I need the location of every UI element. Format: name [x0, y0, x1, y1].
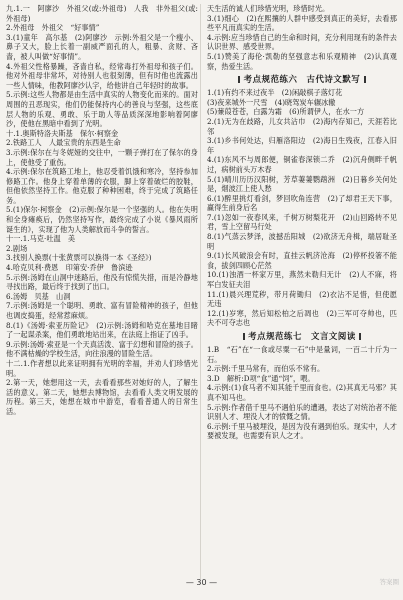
answer-line: 2.(1)无为在歧路，儿女共沾巾 (2)海内存知己，天涯若比邻 [207, 116, 397, 136]
column-divider [200, 4, 201, 579]
answer-line: 6.(1)醉里挑灯看剑，梦回吹角连营 (2)了却君王天下事，赢得生前身后名 [207, 193, 397, 213]
answer-line: 7.示例:汤姆是一个聪明、勇敢、富有冒险精神的孩子，但他也调皮捣蛋，经常惹麻烦。 [6, 301, 198, 320]
answer-line: 2.剧场 [6, 243, 28, 253]
answer-line: (3)夜来城外一尺雪 (4)晓驾炭车辗冰辙 [207, 97, 336, 107]
section-title-7 [207, 330, 397, 343]
answer-line: 4.示例:(1)食马者不知其能千里而食也。(2)其真无马邪？其真不知马也。 [207, 383, 397, 402]
answer-line: 8.(1)《汤姆·索亚历险记》 (2)示例:汤姆和哈克在墓地目睹了一起谋杀案，他们勇敢地站出来，在法庭上指证了凶手。 [6, 320, 198, 340]
section-title-text: 考点规范练六 古代诗文默写 [243, 74, 361, 85]
answer-line: 2.第一天，她想用这一天，去看看那些对她好的人，了解生活的意义。第二天，她想去博物馆，去看看人类文明发展的历程。第三天，她想在城市中游览，看看普通人的日常生活。 [6, 378, 198, 416]
answer-line: 7.(1)忽如一夜春风来，千树万树梨花开 (2)山回路转不见君，雪上空留马行处 [207, 212, 397, 232]
answer-line: 天生活的诚人们珍惜光明，珍惜时光。 [207, 4, 330, 13]
answer-line: 5.(1)保尔·柯察金 (2)示例:保尔是一个坚强的人。他在失明和全身瘫痪后，仍然坚持写作，最终完成了小说《暴风雨所诞生的》，实现了他为人类解放而斗争的誓言。 [6, 205, 198, 234]
title-bar-icon [243, 333, 245, 340]
title-bar-icon [364, 76, 366, 83]
answer-line: 12.(1)岁寒，然后知松柏之后凋也 (2)三军可夺帅也，匹夫不可夺志也 [207, 308, 397, 328]
answer-line: 5.(1)赞美了海伦·凯勒的坚强意志和乐观精神 (2)认真观察，热爱生活。 [207, 51, 397, 71]
watermark-logo: 答案圈 [379, 578, 399, 586]
answer-line: 2.示例:千里马常有，而伯乐不常有。 [207, 364, 325, 374]
answer-line: 1.B “石”在“一食或尽粟一石”中是量词，一百二十斤为一石。 [207, 345, 397, 364]
answer-line: 11.(1)晨兴理荒秽，带月荷锄归 (2)衣沾不足惜，但使愿无违 [207, 289, 397, 309]
title-bar-icon [238, 76, 240, 83]
title-bar-icon [359, 333, 361, 340]
answer-line: 5.(1)晴川历历汉阳树，芳草萋萋鹦鹉洲 (2)日暮乡关何处是，烟波江上使人愁 [207, 174, 397, 194]
answer-line: 十.1.奥斯特洛夫斯基 保尔·柯察金 [6, 128, 119, 138]
answer-line: 8.(1)气蒸云梦泽，波撼岳阳城 (2)欲济无舟楫，端居耻圣明 [207, 232, 397, 251]
answer-line: (5)蒹葭苍苍，白露为霜 (6)所谓伊人，在水一方 [207, 107, 365, 117]
answer-line: 4.示例:应当珍惜自己的生命和时间，充分利用现有的条件去认识世界、感受世界。 [207, 32, 397, 52]
answer-line: 3.(1)童年 高尔基 (2)阿廖沙 示例:外祖父是一个瘦小、鼻子又大，脸上长着一副威严面孔的人，粗暴、贪财、吝啬，被人叫做“好事情”。 [6, 32, 198, 61]
answer-line: 4.哈克贝利·费恩 印第安·乔伊 鲁滨逊 [6, 263, 133, 273]
section-title-text: 考点规范练七 文言文阅读 [248, 331, 356, 341]
answer-line: 4.外祖父性格暴躁，吝啬自私，经常毒打外祖母和孩子们。他对外祖母非常坏，对待别人也很刻薄，但有时他也流露出一些人情味，他教阿廖沙认字，给他讲自己年轻时的故事。 [6, 61, 198, 90]
answer-line: 5.示例:汤姆在山洞中迷路后，他没有惊慌失措，而是冷静地寻找出路，最后终于找到了出口。 [6, 272, 198, 292]
answer-line: 3.示例:保尔在与冬妮娅的交往中，一颗子弹打在了保尔的身上，使他受了重伤。 [6, 147, 198, 167]
left-column [6, 4, 198, 417]
section-title-6 [207, 73, 397, 86]
answer-line: 9.(1)长风破浪会有时，直挂云帆济沧海 (2)停杯投箸不能食，拔剑四顾心茫然 [207, 251, 397, 270]
answer-line: 10.(1)浊酒一杯家万里，燕然未勒归无计 (2)人不寐，将军白发征夫泪 [207, 270, 397, 290]
answer-line: 1.(1)有约不来过夜半 (2)闲敲棋子落灯花 [207, 88, 343, 98]
answer-line: 2.铁路工人 人最宝贵的东西是生命 [6, 138, 121, 148]
answer-line: 4.示例:保尔在筑路工地上，他忍受着饥饿和寒冷，坚持参加修路工作。他身上穿着单薄的衣服，脚上穿着破烂的胶鞋，但他依然坚持工作。他克服了种种困难，终于完成了筑路任务。 [6, 167, 198, 205]
answer-line: 4.(1)东风不与周郎便，铜雀春深锁二乔 (2)沉舟侧畔千帆过，病树前头万木春 [207, 155, 397, 174]
answer-line: 9.示例:汤姆·索亚是一个天真活泼、富于幻想和冒险的孩子。他不满枯燥的学校生活，向往浪漫的冒险生活。 [6, 339, 198, 359]
answer-line: 6.汤姆 贝基 山洞 [6, 291, 71, 301]
answer-line: 2.外祖母 外祖父 “好事情” [6, 23, 100, 33]
answer-line: 九.1.一 阿廖沙 外祖父(或:外祖母) 人我 非外祖父(或:外祖母) [6, 4, 198, 23]
answer-line: 3.D 解析:D项“食”通“饲”，喂。 [207, 373, 315, 383]
answer-line: 3.找别人换票(十张黄票可以换得一本《圣经》) [6, 253, 152, 263]
answer-line: 5.示例:这些人物都是由生活中真实的人物变化而来的。面对周围的丑恶现实，他们仍能保持内心的善良与坚强，这些底层人物的乐观、勇敢、乐于助人等品质深深地影响着阿廖沙，使他在黑暗中看到了光明。 [6, 90, 198, 129]
answer-line: 3.(1)细心 (2)在熙攘的人群中感受到真正的美好，去看那些平凡而真实的生活。 [207, 13, 397, 33]
page-number: — 30 — [185, 578, 218, 587]
answer-line: 十二.1.作者想以此来证明拥有光明的幸福，并劝人们珍惜光明。 [6, 358, 198, 378]
answer-line: 3.(1)乡书何处达，归雁洛阳边 (2)海日生残夜，江春入旧年 [207, 136, 397, 155]
answer-line: 十一.1.马克·吐温 美 [6, 234, 76, 244]
answer-line: 5.示例:作者借千里马不遇伯乐的遭遇，表达了对统治者不能识别人才、埋没人才的愤慨之情。 [207, 402, 397, 422]
right-column [207, 4, 397, 441]
answer-line: 6.示例:千里马被埋没，是因为没有遇到伯乐。现实中，人才要被发现，也需要有识人之才。 [207, 421, 397, 441]
